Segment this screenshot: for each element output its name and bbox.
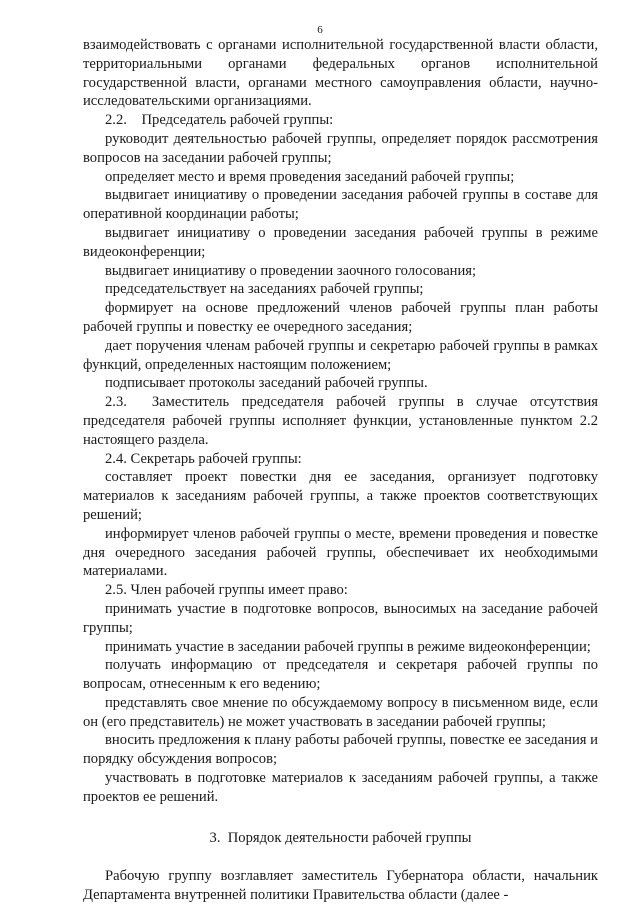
section-heading: 3. Порядок деятельности рабочей группы — [209, 829, 472, 846]
paragraph: подписывает протоколы заседаний рабочей группы. — [105, 375, 428, 392]
page-number: 6 — [317, 24, 323, 36]
paragraph: принимать участие в подготовке вопросов, выносимых на заседание рабочей группы; — [83, 600, 598, 636]
paragraph: получать информацию от председателя и секретаря рабочей группы по вопросам, отнесенным к его ведению; — [83, 657, 598, 693]
paragraph: вносить предложения к плану работы рабочей группы, повестке ее заседания и порядку обсуждения вопросов; — [83, 732, 598, 768]
paragraph: 2.4. Секретарь рабочей группы: — [105, 450, 302, 467]
document-body — [83, 36, 602, 905]
paragraph: определяет место и время проведения заседаний рабочей группы; — [105, 168, 515, 185]
paragraph: взаимодействовать с органами исполнительной государственной власти области, территориальными органами федеральных органов исполнительной государственной власти, органами местного самоуправления области, научно-исследовательскими организациями. — [83, 37, 598, 110]
paragraph: Рабочую группу возглавляет заместитель Губернатора области, начальник Департамента внутренней политики Правительства области (далее - — [83, 868, 598, 904]
paragraph: информирует членов рабочей группы о месте, времени проведения и повестке дня очередного заседания рабочей группы, обеспечивает их необходимыми материалами. — [83, 525, 598, 580]
paragraph: выдвигает инициативу о проведении заочного голосования; — [105, 262, 477, 279]
paragraph: выдвигает инициативу о проведении заседания рабочей группы в режиме видеоконференции; — [83, 224, 598, 260]
paragraph: 2.5. Член рабочей группы имеет право: — [105, 582, 348, 599]
paragraph: участвовать в подготовке материалов к заседаниям рабочей группы, а также проектов ее решений. — [83, 770, 598, 805]
paragraph: выдвигает инициативу о проведении заседания рабочей группы в составе для оперативной координации работы; — [83, 187, 598, 223]
paragraph: 2.3. Заместитель председателя рабочей группы в случае отсутствия председателя рабочей группы исполняет функции, установленные пунктом 2.2 настоящего раздела. — [83, 394, 602, 448]
paragraph: составляет проект повестки дня ее заседания, организует подготовку материалов к заседаниям рабочей группы, а также проектов соответствующих решений; — [83, 469, 598, 523]
paragraph: принимать участие в заседании рабочей группы в режиме видеоконференции; — [105, 638, 591, 655]
paragraph: формирует на основе предложений членов рабочей группы план работы рабочей группы и повестку ее очередного заседания; — [83, 300, 598, 335]
paragraph: 2.2. Председатель рабочей группы: — [105, 112, 334, 129]
paragraph: председательствует на заседаниях рабочей группы; — [105, 281, 424, 298]
paragraph: руководит деятельностью рабочей группы, определяет порядок рассмотрения вопросов на заседании рабочей группы; — [83, 130, 598, 166]
paragraph: дает поручения членам рабочей группы и секретарю рабочей группы в рамках функций, определенных настоящим положением; — [83, 337, 598, 373]
paragraph: представлять свое мнение по обсуждаемому вопросу в письменном виде, если он (его представитель) не может участвовать в заседании рабочей группы; — [83, 694, 598, 730]
